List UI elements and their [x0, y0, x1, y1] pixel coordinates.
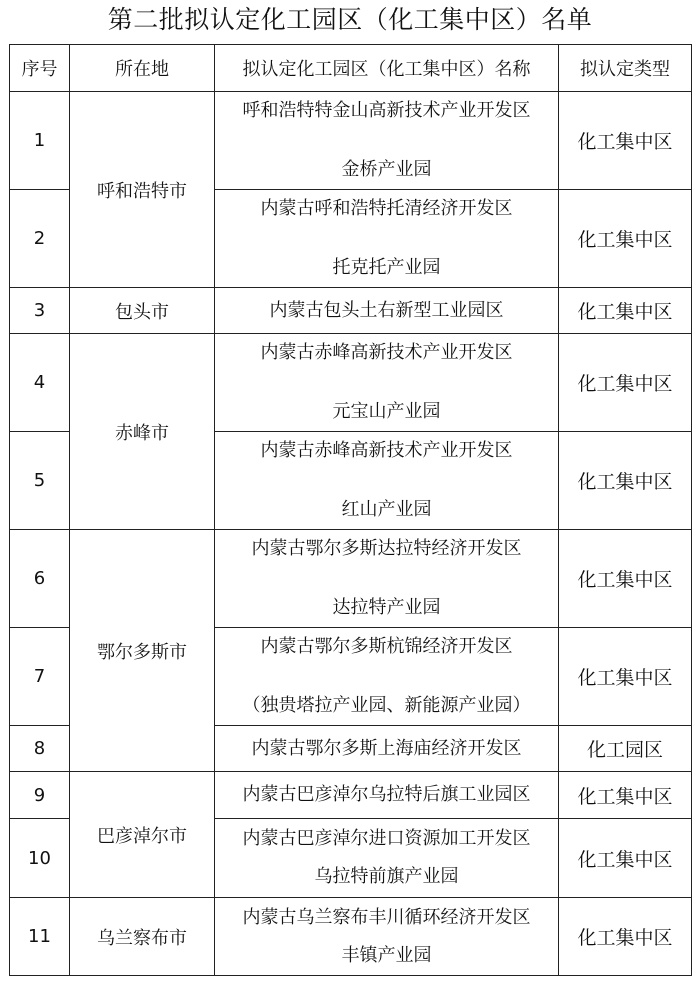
- park-name-subline: 达拉特产业园: [332, 597, 441, 618]
- park-name-line: 内蒙古包头土右新型工业园区: [269, 299, 504, 321]
- park-name-line: 内蒙古鄂尔多斯上海庙经济开发区: [251, 737, 522, 759]
- serial-cell: 7: [10, 628, 70, 726]
- park-name-cell: [215, 628, 559, 726]
- header-park-name: 拟认定化工园区（化工集中区）名称: [215, 45, 559, 92]
- park-name-line: 内蒙古巴彦淖尔进口资源加工开发区: [242, 828, 531, 849]
- type-cell: 化工集中区: [559, 819, 692, 898]
- location-cell: 呼和浩特市: [70, 92, 215, 288]
- location-cell: 赤峰市: [70, 334, 215, 530]
- park-name-subline: 托克托产业园: [332, 257, 441, 278]
- serial-cell: 6: [10, 530, 70, 628]
- header-serial: 序号: [10, 45, 70, 92]
- park-name-subline: 红山产业园: [341, 499, 432, 520]
- type-cell: 化工集中区: [559, 334, 692, 432]
- serial-cell: 8: [10, 726, 70, 772]
- serial-cell: 9: [10, 772, 70, 819]
- park-name-cell: [215, 92, 559, 190]
- park-name-subline: 元宝山产业园: [332, 401, 441, 422]
- type-cell: 化工集中区: [559, 432, 692, 530]
- park-name-line: 内蒙古乌兰察布丰川循环经济开发区: [242, 906, 531, 928]
- park-list-table: [9, 44, 692, 976]
- park-name-line: 内蒙古鄂尔多斯杭锦经济开发区: [260, 636, 513, 657]
- serial-cell: 5: [10, 432, 70, 530]
- park-name-subline: 丰镇产业园: [341, 944, 432, 966]
- type-cell: 化工集中区: [559, 92, 692, 190]
- location-cell: 巴彦淖尔市: [70, 772, 215, 898]
- type-cell: 化工集中区: [559, 530, 692, 628]
- park-name-cell: [215, 432, 559, 530]
- park-name-line: 内蒙古鄂尔多斯达拉特经济开发区: [251, 538, 522, 559]
- park-name-cell: [215, 530, 559, 628]
- serial-cell: 4: [10, 334, 70, 432]
- park-name-subline: 乌拉特前旗产业园: [314, 866, 459, 887]
- type-cell: 化工集中区: [559, 288, 692, 334]
- header-type: 拟认定类型: [559, 45, 692, 92]
- table-row: [10, 772, 692, 819]
- park-name-cell: [215, 334, 559, 432]
- table-row: [10, 288, 692, 334]
- serial-cell: 1: [10, 92, 70, 190]
- park-name-cell: [215, 288, 559, 334]
- park-name-line: 内蒙古巴彦淖尔乌拉特后旗工业园区: [242, 784, 531, 805]
- serial-cell: 11: [10, 898, 70, 976]
- location-cell: 鄂尔多斯市: [70, 530, 215, 772]
- table-row: [10, 898, 692, 976]
- park-name-cell: [215, 726, 559, 772]
- park-name-line: 内蒙古赤峰高新技术产业开发区: [260, 342, 513, 363]
- park-name-subline: 金桥产业园: [341, 159, 432, 180]
- park-name-line: 呼和浩特特金山高新技术产业开发区: [242, 100, 531, 121]
- park-name-cell: [215, 819, 559, 898]
- type-cell: 化工集中区: [559, 628, 692, 726]
- park-name-cell: [215, 898, 559, 976]
- table-row: [10, 334, 692, 432]
- page-title: 第二批拟认定化工园区（化工集中区）名单: [107, 5, 593, 34]
- table-row: [10, 530, 692, 628]
- park-name-line: 内蒙古赤峰高新技术产业开发区: [260, 440, 513, 461]
- park-name-line: 内蒙古呼和浩特托清经济开发区: [260, 198, 513, 219]
- table-header-row: [10, 45, 692, 92]
- location-cell: 乌兰察布市: [70, 898, 215, 976]
- type-cell: 化工集中区: [559, 772, 692, 819]
- type-cell: 化工园区: [559, 726, 692, 772]
- serial-cell: 3: [10, 288, 70, 334]
- table-row: [10, 92, 692, 190]
- park-name-cell: [215, 772, 559, 819]
- type-cell: 化工集中区: [559, 190, 692, 288]
- park-name-subline: （独贵塔拉产业园、新能源产业园）: [242, 695, 531, 716]
- serial-cell: 2: [10, 190, 70, 288]
- serial-cell: 10: [10, 819, 70, 898]
- header-location: 所在地: [70, 45, 215, 92]
- location-cell: 包头市: [70, 288, 215, 334]
- type-cell: 化工集中区: [559, 898, 692, 976]
- park-name-cell: [215, 190, 559, 288]
